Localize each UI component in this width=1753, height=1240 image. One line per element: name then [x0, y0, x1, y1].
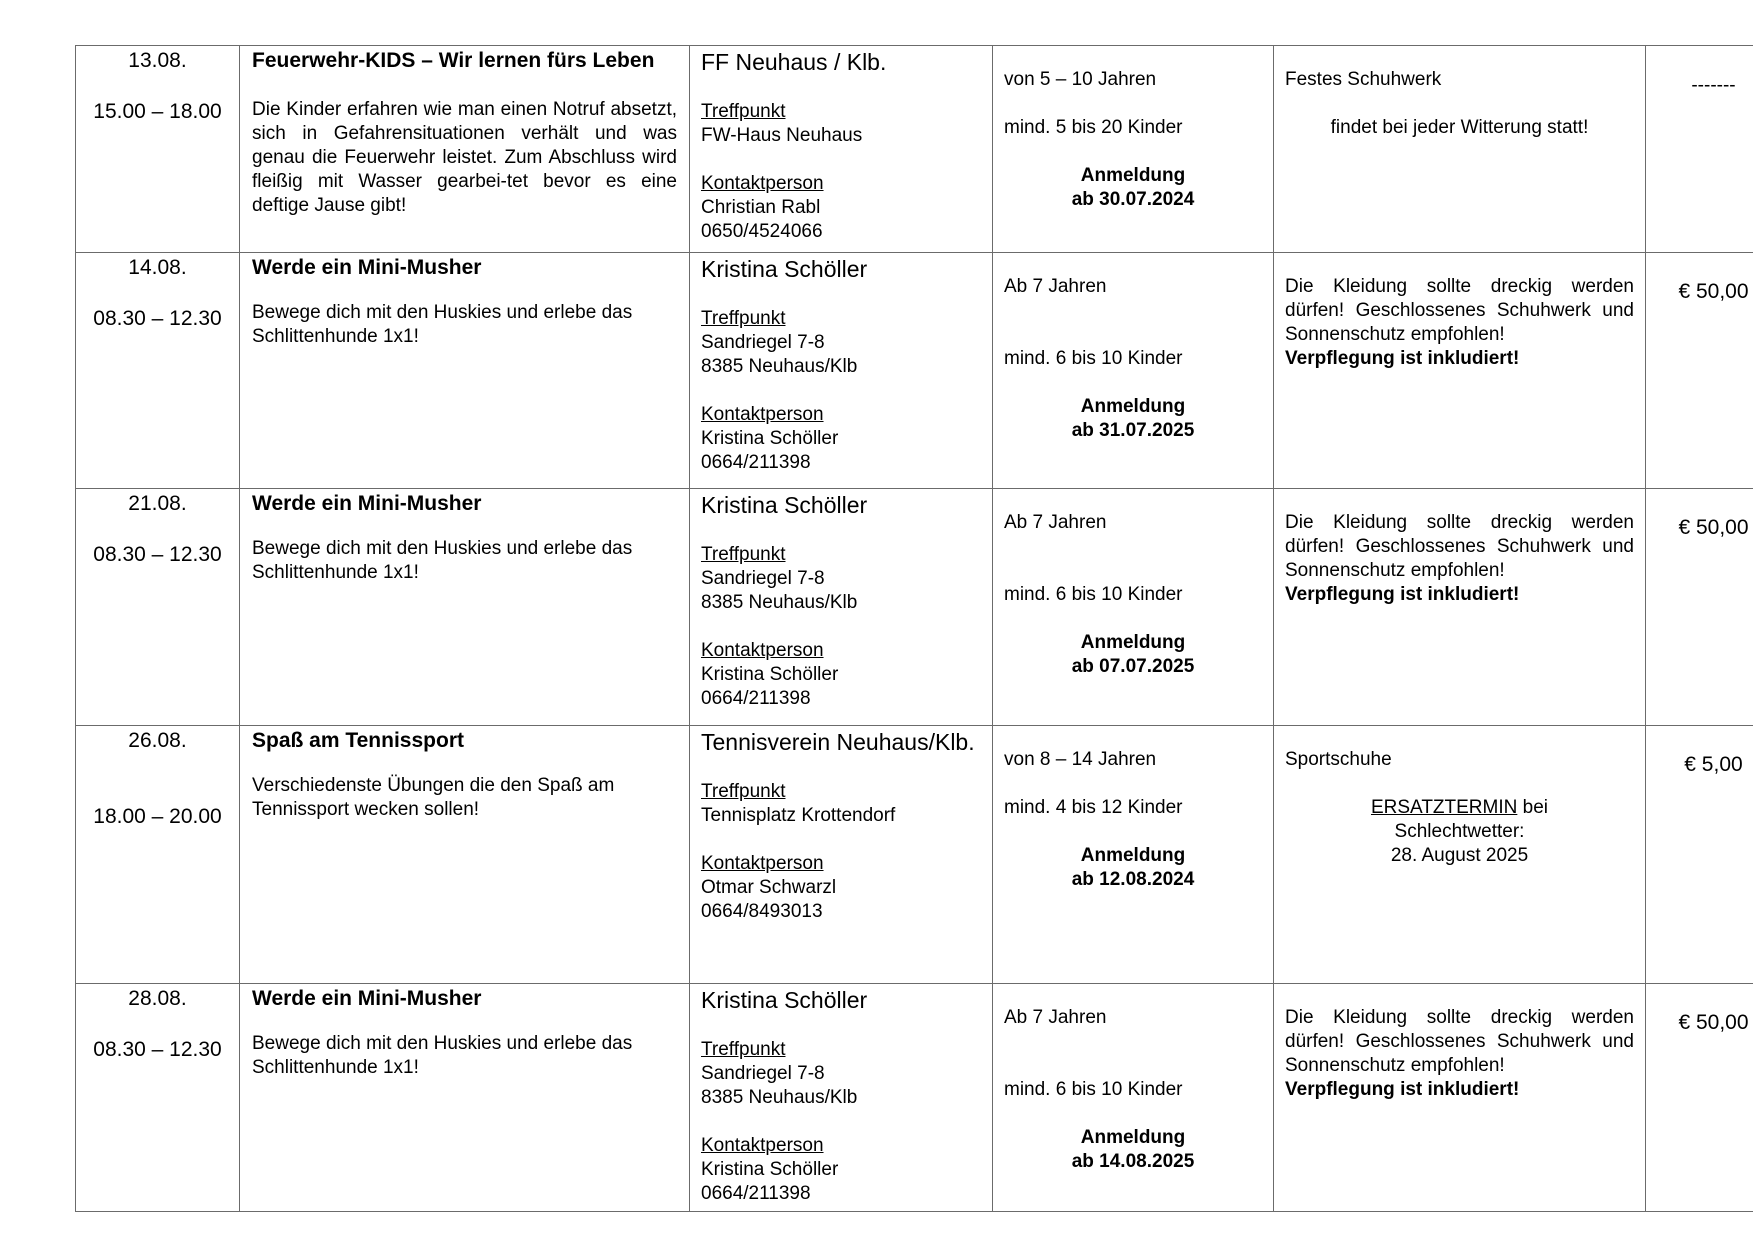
contact-name: Kristina Schöller	[701, 1159, 839, 1180]
meeting-point-line: Sandriegel 7-8	[701, 568, 825, 589]
age-cell	[993, 46, 1274, 253]
meeting-point-line: 8385 Neuhaus/Klb	[701, 592, 858, 613]
contact-name: Kristina Schöller	[701, 664, 839, 685]
note-catering: Verpflegung ist inkludiert!	[1285, 348, 1520, 369]
registration	[1004, 164, 1262, 212]
age-range: von 8 – 14 Jahren	[1004, 749, 1157, 770]
meeting-point-line: Sandriegel 7-8	[701, 1063, 825, 1084]
event-date: 13.08.	[128, 49, 187, 72]
price-cell	[1646, 46, 1753, 253]
organizer-cell	[690, 726, 993, 984]
registration-date: ab 30.07.2024	[1071, 189, 1195, 210]
meeting-point-line: Tennisplatz Krottendorf	[701, 805, 896, 826]
event-title: Feuerwehr-KIDS – Wir lernen fürs Leben	[252, 49, 655, 72]
activity-cell	[240, 489, 690, 726]
meeting-point-line: FW-Haus Neuhaus	[701, 125, 863, 146]
contact-name: Christian Rabl	[701, 197, 821, 218]
age-range: von 5 – 10 Jahren	[1004, 69, 1157, 90]
note-catering: Verpflegung ist inkludiert!	[1285, 584, 1520, 605]
registration-date: ab 07.07.2025	[1071, 656, 1195, 677]
event-description: Bewege dich mit den Huskies und erlebe das Schlittenhunde 1x1!	[252, 1033, 633, 1078]
registration-date: ab 14.08.2025	[1071, 1151, 1195, 1172]
registration-label: Anmeldung	[1080, 165, 1186, 186]
meeting-label-text: Treffpunkt	[701, 544, 786, 565]
price: € 50,00	[1678, 1011, 1749, 1034]
alternate-date-label: ERSATZTERMIN	[1370, 797, 1518, 818]
price-cell	[1646, 253, 1753, 489]
event-date: 26.08.	[128, 729, 187, 752]
date-cell	[76, 726, 240, 984]
contact-phone: 0664/211398	[701, 688, 811, 709]
activity-cell	[240, 984, 690, 1212]
note-text: Die Kleidung sollte dreckig werden dürfen! Geschlossenes Schuhwerk und Sonnenschutz empfohlen!	[1285, 1007, 1634, 1076]
note-equipment: Sportschuhe	[1285, 749, 1392, 770]
organizer-cell	[690, 984, 993, 1212]
note-equipment: Festes Schuhwerk	[1285, 69, 1442, 90]
event-date: 21.08.	[128, 492, 187, 515]
activity-cell	[240, 253, 690, 489]
note-catering: Verpflegung ist inkludiert!	[1285, 1079, 1520, 1100]
table-row	[76, 253, 1753, 489]
alternate-date	[1285, 796, 1634, 868]
organizer-name: Kristina Schöller	[701, 987, 868, 1013]
alternate-date-condition: Schlechtwetter:	[1394, 821, 1525, 842]
note-text: Die Kleidung sollte dreckig werden dürfen! Geschlossenes Schuhwerk und Sonnenschutz empfohlen!	[1285, 512, 1634, 581]
date-cell	[76, 253, 240, 489]
program-table	[75, 45, 1753, 1212]
price: € 50,00	[1678, 280, 1749, 303]
age-cell	[993, 253, 1274, 489]
note-text: Die Kleidung sollte dreckig werden dürfen! Geschlossenes Schuhwerk und Sonnenschutz empfohlen!	[1285, 276, 1634, 345]
contact-label-text: Kontaktperson	[701, 404, 824, 425]
event-title: Spaß am Tennissport	[252, 729, 464, 752]
notes-cell	[1274, 984, 1646, 1212]
event-date: 14.08.	[128, 256, 187, 279]
date-cell	[76, 489, 240, 726]
price: € 50,00	[1678, 516, 1749, 539]
age-cell	[993, 726, 1274, 984]
table-row	[76, 46, 1753, 253]
event-time: 15.00 – 18.00	[93, 100, 222, 123]
event-description: Bewege dich mit den Huskies und erlebe das Schlittenhunde 1x1!	[252, 302, 633, 347]
contact-phone: 0664/8493013	[701, 901, 823, 922]
notes-cell	[1274, 489, 1646, 726]
contact-label-text: Kontaktperson	[701, 640, 824, 661]
price-cell	[1646, 489, 1753, 726]
meeting-label-text: Treffpunkt	[701, 308, 786, 329]
organizer-cell	[690, 253, 993, 489]
event-time: 18.00 – 20.00	[93, 805, 222, 828]
contact-label	[701, 172, 981, 196]
registration	[1004, 844, 1262, 892]
notes-cell	[1274, 726, 1646, 984]
activity-cell	[240, 726, 690, 984]
table-row	[76, 489, 1753, 726]
age-range: Ab 7 Jahren	[1004, 512, 1107, 533]
contact-name: Kristina Schöller	[701, 428, 839, 449]
event-description: Bewege dich mit den Huskies und erlebe das Schlittenhunde 1x1!	[252, 538, 633, 583]
contact-phone: 0664/211398	[701, 1183, 811, 1204]
group-size: mind. 6 bis 10 Kinder	[1004, 584, 1183, 605]
group-size: mind. 6 bis 10 Kinder	[1004, 348, 1183, 369]
event-title: Werde ein Mini-Musher	[252, 256, 482, 279]
contact-phone: 0650/4524066	[701, 221, 823, 242]
notes-cell	[1274, 253, 1646, 489]
registration-date: ab 31.07.2025	[1071, 420, 1195, 441]
meeting-label-text: Treffpunkt	[701, 781, 786, 802]
event-date: 28.08.	[128, 987, 187, 1010]
event-description: Verschiedenste Übungen die den Spaß am Tennissport wecken sollen!	[252, 775, 615, 820]
registration-label: Anmeldung	[1080, 632, 1186, 653]
table-row	[76, 726, 1753, 984]
group-size: mind. 5 bis 20 Kinder	[1004, 117, 1183, 138]
registration-date: ab 12.08.2024	[1071, 869, 1195, 890]
event-title: Werde ein Mini-Musher	[252, 987, 482, 1010]
price-cell	[1646, 726, 1753, 984]
table-row	[76, 984, 1753, 1212]
organizer-cell	[690, 46, 993, 253]
age-range: Ab 7 Jahren	[1004, 276, 1107, 297]
contact-label-text: Kontaktperson	[701, 173, 824, 194]
age-cell	[993, 489, 1274, 726]
group-size: mind. 4 bis 12 Kinder	[1004, 797, 1183, 818]
note-weather: findet bei jeder Witterung statt!	[1330, 117, 1589, 138]
registration	[1004, 631, 1262, 679]
event-title: Werde ein Mini-Musher	[252, 492, 482, 515]
meeting-point-line: 8385 Neuhaus/Klb	[701, 1087, 858, 1108]
event-description: Die Kinder erfahren wie man einen Notruf absetzt, sich in Gefahrensituationen verhält und was genau die Feuerwehr leistet. Zum Abschluss wird fleißig mit Wasser gearbei-tet bevor es eine deftige Jause gibt!	[252, 99, 677, 216]
contact-phone: 0664/211398	[701, 452, 811, 473]
registration	[1004, 1126, 1262, 1174]
meeting-point-line: 8385 Neuhaus/Klb	[701, 356, 858, 377]
meeting-point-label	[701, 780, 981, 804]
group-size: mind. 6 bis 10 Kinder	[1004, 1079, 1183, 1100]
organizer-name: Kristina Schöller	[701, 256, 868, 282]
meeting-point-label	[701, 543, 981, 567]
meeting-label-text: Treffpunkt	[701, 1039, 786, 1060]
registration-label: Anmeldung	[1080, 1127, 1186, 1148]
notes-cell	[1274, 46, 1646, 253]
activity-cell	[240, 46, 690, 253]
meeting-point-label	[701, 1038, 981, 1062]
contact-label	[701, 1134, 981, 1158]
contact-label	[701, 403, 981, 427]
registration	[1004, 395, 1262, 443]
organizer-name: Tennisverein Neuhaus/Klb.	[701, 729, 975, 755]
alternate-date-suffix: bei	[1517, 797, 1548, 818]
event-time: 08.30 – 12.30	[93, 1038, 222, 1061]
meeting-point-line: Sandriegel 7-8	[701, 332, 825, 353]
organizer-name: Kristina Schöller	[701, 492, 868, 518]
contact-name: Otmar Schwarzl	[701, 877, 837, 898]
age-range: Ab 7 Jahren	[1004, 1007, 1107, 1028]
meeting-point-label	[701, 307, 981, 331]
contact-label	[701, 852, 981, 876]
contact-label-text: Kontaktperson	[701, 853, 824, 874]
registration-label: Anmeldung	[1080, 396, 1186, 417]
organizer-cell	[690, 489, 993, 726]
price: -------	[1691, 75, 1736, 96]
price: € 5,00	[1684, 753, 1743, 776]
date-cell	[76, 984, 240, 1212]
registration-label: Anmeldung	[1080, 845, 1186, 866]
event-time: 08.30 – 12.30	[93, 543, 222, 566]
age-cell	[993, 984, 1274, 1212]
alternate-date-value: 28. August 2025	[1390, 845, 1529, 866]
contact-label-text: Kontaktperson	[701, 1135, 824, 1156]
organizer-name: FF Neuhaus / Klb.	[701, 49, 887, 75]
date-cell	[76, 46, 240, 253]
price-cell	[1646, 984, 1753, 1212]
meeting-point-label	[701, 100, 981, 124]
meeting-label-text: Treffpunkt	[701, 101, 786, 122]
contact-label	[701, 639, 981, 663]
event-time: 08.30 – 12.30	[93, 307, 222, 330]
